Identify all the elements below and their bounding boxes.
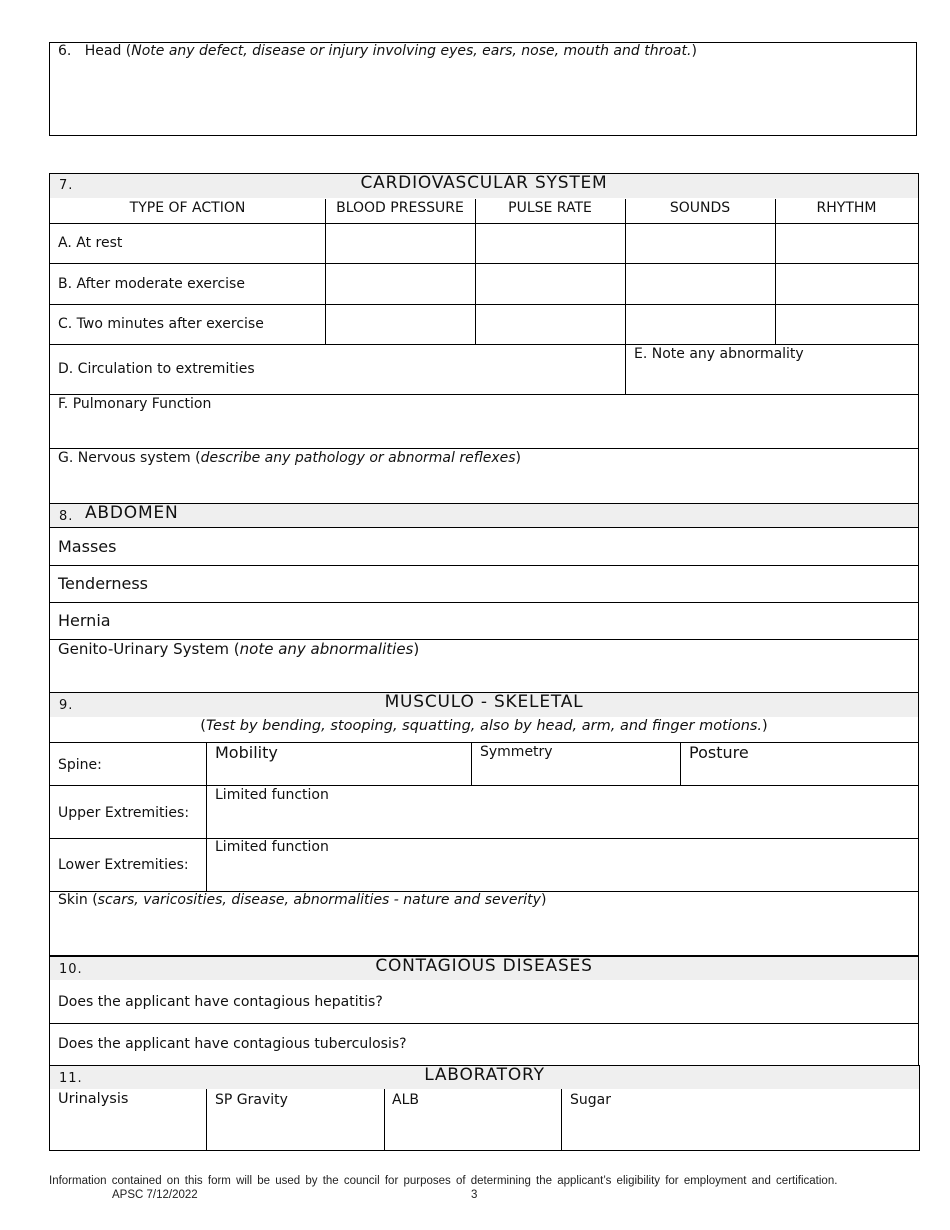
circulation-input[interactable]: [300, 345, 624, 394]
nervous-label: [58, 450, 521, 467]
two-min-blood-pressure-input[interactable]: [326, 305, 474, 344]
skin-input[interactable]: [50, 912, 918, 955]
skin-label: [58, 892, 546, 909]
genito-label-text: Genito-Urinary System (: [58, 640, 240, 658]
genito-urinary-label: [58, 641, 419, 658]
col-blood-pressure: BLOOD PRESSURE: [336, 200, 464, 216]
head-input[interactable]: [50, 62, 916, 135]
sp-gravity-label: SP Gravity: [215, 1092, 288, 1108]
hernia-input[interactable]: [130, 603, 918, 639]
nervous-close: ): [515, 450, 522, 466]
tuberculosis-answer[interactable]: [420, 1024, 918, 1065]
tenderness-input[interactable]: [160, 566, 918, 602]
section-11-number: 11.: [59, 1071, 83, 1086]
section-9-number: 9.: [59, 698, 74, 713]
nervous-label-text: G. Nervous system (: [58, 450, 201, 466]
section-8-number: 8.: [59, 509, 74, 524]
row-after-moderate-exercise: B. After moderate exercise: [58, 276, 245, 292]
at-rest-sounds-input[interactable]: [626, 224, 774, 263]
divider: [49, 448, 919, 449]
col-rhythm: RHYTHM: [816, 200, 877, 216]
hernia-label: Hernia: [58, 611, 111, 630]
divider: [49, 838, 919, 839]
upper-limited-function-label: Limited function: [215, 787, 329, 803]
genito-urinary-input[interactable]: [50, 661, 918, 692]
lower-limited-function-input[interactable]: [207, 858, 918, 891]
masses-label: Masses: [58, 537, 117, 556]
hepatitis-question: Does the applicant have contagious hepatitis?: [58, 994, 383, 1010]
abnormality-input[interactable]: [626, 364, 918, 394]
skin-label-text: Skin (: [58, 892, 98, 908]
moderate-pulse-rate-input[interactable]: [476, 264, 624, 304]
mobility-input[interactable]: [207, 763, 470, 785]
nervous-input[interactable]: [50, 469, 918, 503]
sugar-label: Sugar: [570, 1092, 611, 1108]
alb-input[interactable]: [385, 1110, 560, 1150]
at-rest-blood-pressure-input[interactable]: [326, 224, 474, 263]
skin-note: scars, varicosities, disease, abnormalities - nature and severity: [97, 892, 541, 908]
mobility-label: Mobility: [215, 743, 278, 762]
row-at-rest: A. At rest: [58, 235, 123, 251]
upper-extremities-label: Upper Extremities:: [58, 805, 190, 821]
col-sounds: SOUNDS: [669, 200, 731, 216]
pulmonary-input[interactable]: [50, 414, 918, 448]
subtitle-note: Test by bending, stooping, squatting, also by head, arm, and finger motions.: [205, 718, 763, 734]
moderate-rhythm-input[interactable]: [776, 264, 918, 304]
urinalysis-label: Urinalysis: [58, 1091, 129, 1107]
skin-close: ): [540, 892, 547, 908]
section-8-header-bg: [50, 504, 918, 527]
col-type-of-action: TYPE OF ACTION: [129, 200, 246, 216]
at-rest-rhythm-input[interactable]: [776, 224, 918, 263]
section-7-title: CARDIOVASCULAR SYSTEM: [360, 173, 608, 193]
head-close: ): [691, 43, 697, 59]
col-pulse-rate: PULSE RATE: [508, 200, 592, 216]
moderate-sounds-input[interactable]: [626, 264, 774, 304]
page-number: 3: [471, 1189, 478, 1201]
tuberculosis-question: Does the applicant have contagious tuberculosis?: [58, 1036, 407, 1052]
pulmonary-label: F. Pulmonary Function: [58, 396, 212, 412]
section-9-subtitle: [50, 718, 918, 735]
footer-form-id: APSC 7/12/2022: [112, 1189, 198, 1201]
two-min-sounds-input[interactable]: [626, 305, 774, 344]
posture-label: Posture: [689, 743, 749, 762]
moderate-blood-pressure-input[interactable]: [326, 264, 474, 304]
section-6-number: 6.: [58, 43, 72, 59]
section-10-title: CONTAGIOUS DISEASES: [375, 956, 593, 976]
masses-input[interactable]: [130, 528, 918, 565]
head-label-text: Head (: [84, 43, 132, 59]
sugar-input[interactable]: [562, 1110, 919, 1150]
divider: [49, 394, 919, 395]
section-8-title: ABDOMEN: [85, 503, 179, 523]
alb-label: ALB: [392, 1092, 419, 1108]
section-9-title: MUSCULO - SKELETAL: [384, 692, 584, 712]
circulation-label: D. Circulation to extremities: [58, 361, 255, 377]
row-two-minutes-after: C. Two minutes after exercise: [58, 316, 264, 332]
symmetry-input[interactable]: [472, 763, 679, 785]
head-note: Note any defect, disease or injury involving eyes, ears, nose, mouth and throat.: [131, 43, 692, 59]
nervous-note: describe any pathology or abnormal reflexes: [200, 450, 516, 466]
two-min-pulse-rate-input[interactable]: [476, 305, 624, 344]
abnormality-label: E. Note any abnormality: [634, 346, 804, 362]
subtitle-close: ): [762, 718, 768, 734]
section-10-number: 10.: [59, 962, 83, 977]
head-label: [58, 43, 697, 60]
upper-limited-function-input[interactable]: [207, 806, 918, 838]
footer-info: Information contained on this form will be used by the council for purposes of determining the applicant’s eligibility for employment and certification.: [49, 1175, 838, 1187]
lower-extremities-label: Lower Extremities:: [58, 857, 189, 873]
urinalysis-input[interactable]: [50, 1110, 205, 1150]
sp-gravity-input[interactable]: [207, 1110, 383, 1150]
divider: [49, 742, 919, 743]
hepatitis-answer[interactable]: [420, 981, 918, 1023]
symmetry-label: Symmetry: [480, 744, 553, 760]
at-rest-pulse-rate-input[interactable]: [476, 224, 624, 263]
lower-limited-function-label: Limited function: [215, 839, 329, 855]
section-11-title: LABORATORY: [424, 1065, 545, 1085]
genito-close: ): [413, 640, 420, 658]
spine-label: Spine:: [58, 757, 102, 773]
subtitle-open: (: [200, 718, 206, 734]
tenderness-label: Tenderness: [58, 574, 148, 593]
section-7-number: 7.: [59, 178, 74, 193]
genito-note: note any abnormalities: [239, 640, 414, 658]
posture-input[interactable]: [681, 763, 918, 785]
divider: [49, 785, 919, 786]
two-min-rhythm-input[interactable]: [776, 305, 918, 344]
